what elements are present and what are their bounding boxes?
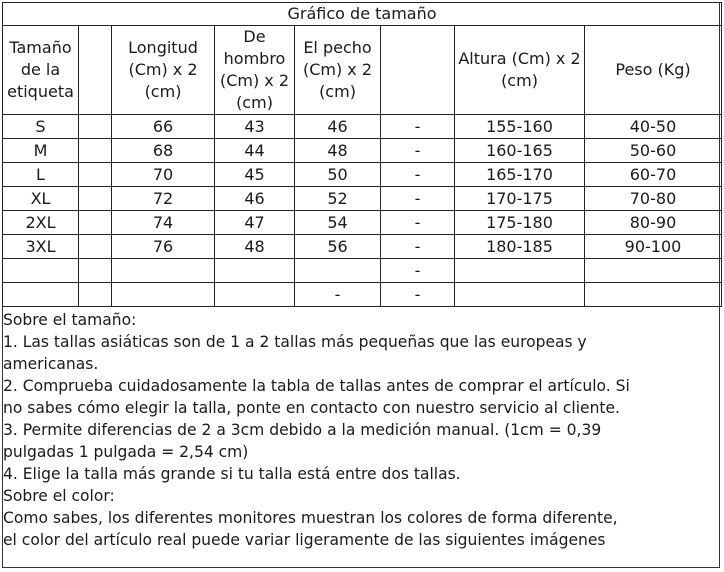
cell-length: 70 — [112, 163, 215, 187]
cell-weight: 60-70 — [585, 163, 722, 187]
note-line: 2. Comprueba cuidadosamente la tabla de tallas antes de comprar el artículo. Si — [3, 376, 630, 395]
cell-blank: - — [381, 163, 455, 187]
cell-height: 155-160 — [455, 115, 585, 139]
cell-weight — [585, 283, 722, 307]
table-row — [3, 139, 722, 163]
cell-blank: - — [381, 187, 455, 211]
cell-shoulder: 46 — [215, 187, 295, 211]
cell-shoulder: 47 — [215, 211, 295, 235]
cell-chest: 56 — [295, 235, 381, 259]
cell-size: L — [3, 163, 79, 187]
note-line: 3. Permite diferencias de 2 a 3cm debido a la medición manual. (1cm = 0,39 — [3, 420, 602, 439]
cell-length: 74 — [112, 211, 215, 235]
note-line: Como sabes, los diferentes monitores muestran los colores de forma diferente, — [3, 508, 618, 527]
table-row — [3, 115, 722, 139]
cell-size — [3, 259, 79, 283]
note-line: 4. Elige la talla más grande si tu talla está entre dos tallas. — [3, 464, 461, 483]
cell-blank — [79, 187, 112, 211]
header-length: Longitud (Cm) x 2 (cm) — [112, 26, 215, 115]
header-height: Altura (Cm) x 2 (cm) — [455, 26, 585, 115]
cell-blank: - — [381, 259, 455, 283]
table-row — [3, 187, 722, 211]
cell-blank — [79, 235, 112, 259]
cell-blank — [79, 211, 112, 235]
cell-blank — [79, 139, 112, 163]
cell-blank: - — [381, 283, 455, 307]
cell-blank: - — [381, 115, 455, 139]
note-line: no sabes cómo elegir la talla, ponte en contacto con nuestro servicio al cliente. — [3, 398, 620, 417]
cell-shoulder: 43 — [215, 115, 295, 139]
header-row — [3, 26, 722, 115]
cell-length — [112, 283, 215, 307]
cell-height: 160-165 — [455, 139, 585, 163]
cell-length — [112, 259, 215, 283]
cell-length: 66 — [112, 115, 215, 139]
size-notes — [3, 309, 698, 551]
table-row — [3, 283, 722, 307]
cell-height: 165-170 — [455, 163, 585, 187]
cell-height — [455, 283, 585, 307]
cell-size: XL — [3, 187, 79, 211]
cell-blank — [79, 259, 112, 283]
cell-chest: 46 — [295, 115, 381, 139]
cell-chest — [295, 259, 381, 283]
title-row — [3, 3, 722, 26]
header-label-size: Tamaño de la etiqueta — [3, 26, 79, 115]
table-row — [3, 163, 722, 187]
cell-chest: 52 — [295, 187, 381, 211]
cell-length: 72 — [112, 187, 215, 211]
notes-heading-color: Sobre el color: — [3, 486, 115, 505]
header-shoulder: De hombro (Cm) x 2 (cm) — [215, 26, 295, 115]
cell-shoulder — [215, 283, 295, 307]
note-line: americanas. — [3, 354, 99, 373]
header-blank-2 — [381, 26, 455, 115]
cell-blank — [79, 163, 112, 187]
cell-length: 76 — [112, 235, 215, 259]
cell-height: 180-185 — [455, 235, 585, 259]
cell-size: S — [3, 115, 79, 139]
table-row — [3, 211, 722, 235]
cell-size — [3, 283, 79, 307]
cell-blank — [79, 283, 112, 307]
note-line: el color del artículo real puede variar ligeramente de las siguientes imágenes — [3, 530, 606, 549]
cell-chest: 50 — [295, 163, 381, 187]
table-row — [3, 235, 722, 259]
cell-shoulder: 45 — [215, 163, 295, 187]
cell-weight: 40-50 — [585, 115, 722, 139]
header-weight: Peso (Kg) — [585, 26, 722, 115]
cell-size: M — [3, 139, 79, 163]
cell-weight: 80-90 — [585, 211, 722, 235]
cell-weight — [585, 259, 722, 283]
cell-chest: - — [295, 283, 381, 307]
note-line: 1. Las tallas asiáticas son de 1 a 2 tallas más pequeñas que las europeas y — [3, 332, 587, 351]
cell-blank: - — [381, 139, 455, 163]
cell-weight: 70-80 — [585, 187, 722, 211]
cell-height: 175-180 — [455, 211, 585, 235]
cell-weight: 50-60 — [585, 139, 722, 163]
cell-shoulder: 44 — [215, 139, 295, 163]
cell-shoulder: 48 — [215, 235, 295, 259]
cell-length: 68 — [112, 139, 215, 163]
cell-size: 3XL — [3, 235, 79, 259]
header-chest: El pecho (Cm) x 2 (cm) — [295, 26, 381, 115]
cell-height — [455, 259, 585, 283]
size-chart-table — [2, 2, 722, 307]
table-row — [3, 259, 722, 283]
notes-heading-size: Sobre el tamaño: — [3, 310, 137, 329]
cell-blank: - — [381, 235, 455, 259]
cell-height: 170-175 — [455, 187, 585, 211]
header-blank-1 — [79, 26, 112, 115]
cell-shoulder — [215, 259, 295, 283]
cell-weight: 90-100 — [585, 235, 722, 259]
cell-size: 2XL — [3, 211, 79, 235]
note-line: pulgadas 1 pulgada = 2,54 cm) — [3, 442, 249, 461]
cell-chest: 48 — [295, 139, 381, 163]
chart-title: Gráfico de tamaño — [3, 3, 722, 26]
cell-blank: - — [381, 211, 455, 235]
cell-blank — [79, 115, 112, 139]
cell-chest: 54 — [295, 211, 381, 235]
